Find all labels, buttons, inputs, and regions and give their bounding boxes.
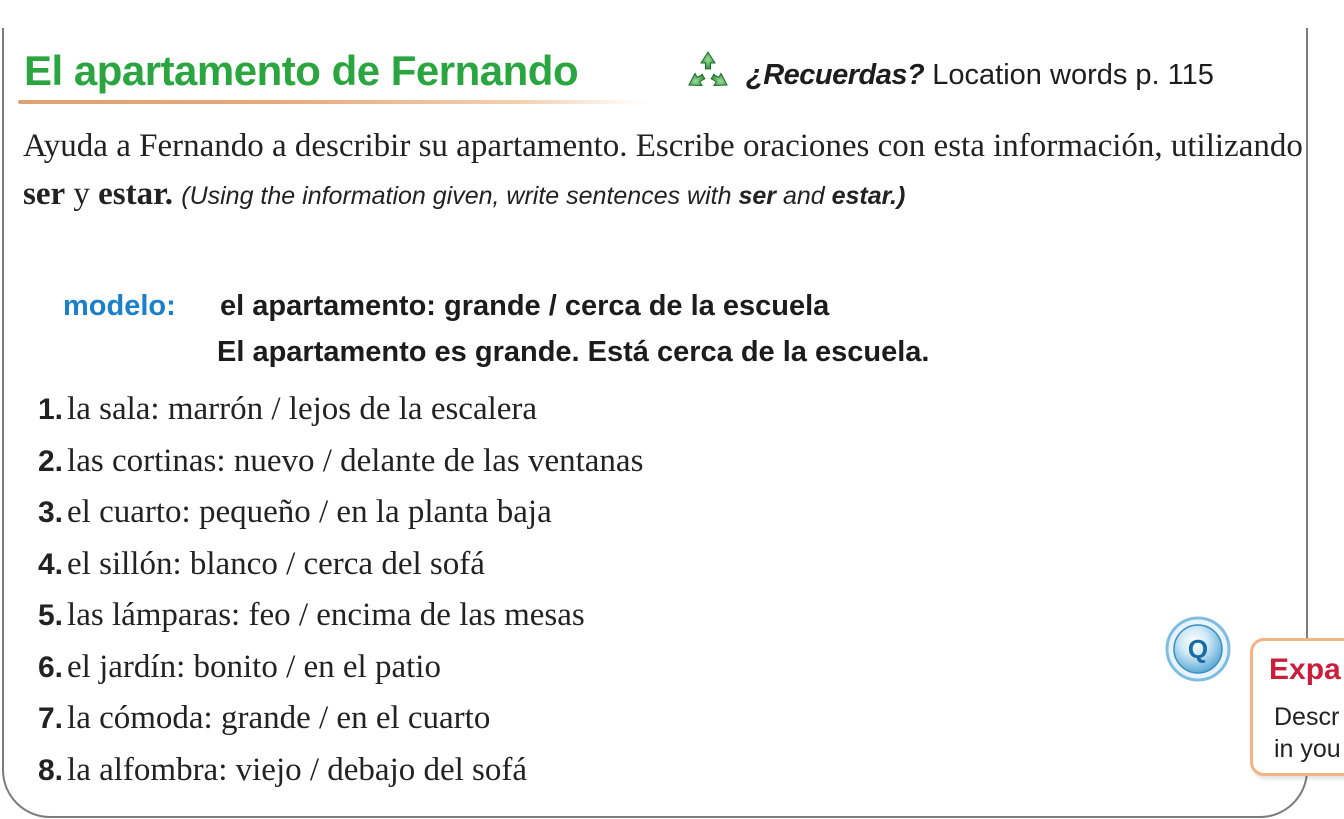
item-number: 2. <box>38 444 64 478</box>
item-text: las lámparas: feo / encima de las mesas <box>67 597 585 633</box>
item-text: el cuarto: pequeño / en la planta baja <box>67 494 552 530</box>
q-badge-letter: Q <box>1187 634 1209 664</box>
modelo-prompt: el apartamento: grande / cerca de la escuela <box>220 290 830 322</box>
item-number: 7. <box>38 702 64 735</box>
title-underline <box>18 100 646 104</box>
item-number: 5. <box>38 599 64 632</box>
item-number: 1. <box>38 393 64 426</box>
modelo-line-1 <box>63 283 929 329</box>
item-text: la sala: marrón / lejos de la escalera <box>67 391 538 427</box>
expansion-line-2: in you <box>1274 735 1341 763</box>
instructions-estar: estar. <box>98 176 173 212</box>
instructions-y: y <box>65 176 99 212</box>
recuerdas-text: Location words p. 115 <box>932 59 1214 91</box>
list-item <box>38 384 643 436</box>
expansion-line-1: Descr <box>1274 703 1340 731</box>
expansion-text <box>1274 701 1341 765</box>
activity-title: El apartamento de Fernando <box>24 47 579 94</box>
item-text: el sillón: blanco / cerca del sofá <box>67 545 485 582</box>
modelo-answer: El apartamento es grande. Está cerca de la escuela. <box>217 336 930 368</box>
instructions-ser: ser <box>23 176 66 212</box>
instructions-english <box>181 182 905 210</box>
list-item <box>38 590 643 642</box>
list-item <box>38 436 643 488</box>
item-text: el jardín: bonito / en el patio <box>67 648 441 685</box>
instructions-text: Ayuda a Fernando a describir su apartamento. Escribe oraciones con esta información, utilizando <box>23 128 1303 164</box>
item-text: la alfombra: viejo / debajo del sofá <box>67 751 528 788</box>
modelo-example <box>63 283 929 375</box>
modelo-label: modelo: <box>63 290 176 322</box>
list-item <box>38 642 643 694</box>
recuerdas-label: ¿Recuerdas? <box>746 59 925 91</box>
recycle-icon <box>684 48 732 96</box>
list-item <box>38 487 643 539</box>
item-number: 4. <box>38 547 64 581</box>
item-text: las cortinas: nuevo / delante de las ventanas <box>67 442 644 479</box>
instructions <box>23 122 1323 220</box>
item-number: 8. <box>38 753 64 787</box>
expansion-box <box>1250 638 1344 776</box>
list-item <box>38 539 643 591</box>
expansion-title: Expa <box>1269 653 1341 686</box>
english-ser: ser <box>738 182 776 210</box>
english-and: and <box>776 182 832 210</box>
list-item <box>38 745 643 797</box>
recuerdas-note <box>746 59 1214 92</box>
english-estar: estar.) <box>831 182 906 210</box>
item-number: 3. <box>38 496 64 529</box>
list-item <box>38 693 643 745</box>
item-text: la cómoda: grande / en el cuarto <box>67 700 491 736</box>
item-number: 6. <box>38 650 64 684</box>
english-text: (Using the information given, write sentences with <box>181 182 739 210</box>
exercise-list <box>38 384 643 796</box>
q-badge-icon[interactable] <box>1163 614 1233 684</box>
